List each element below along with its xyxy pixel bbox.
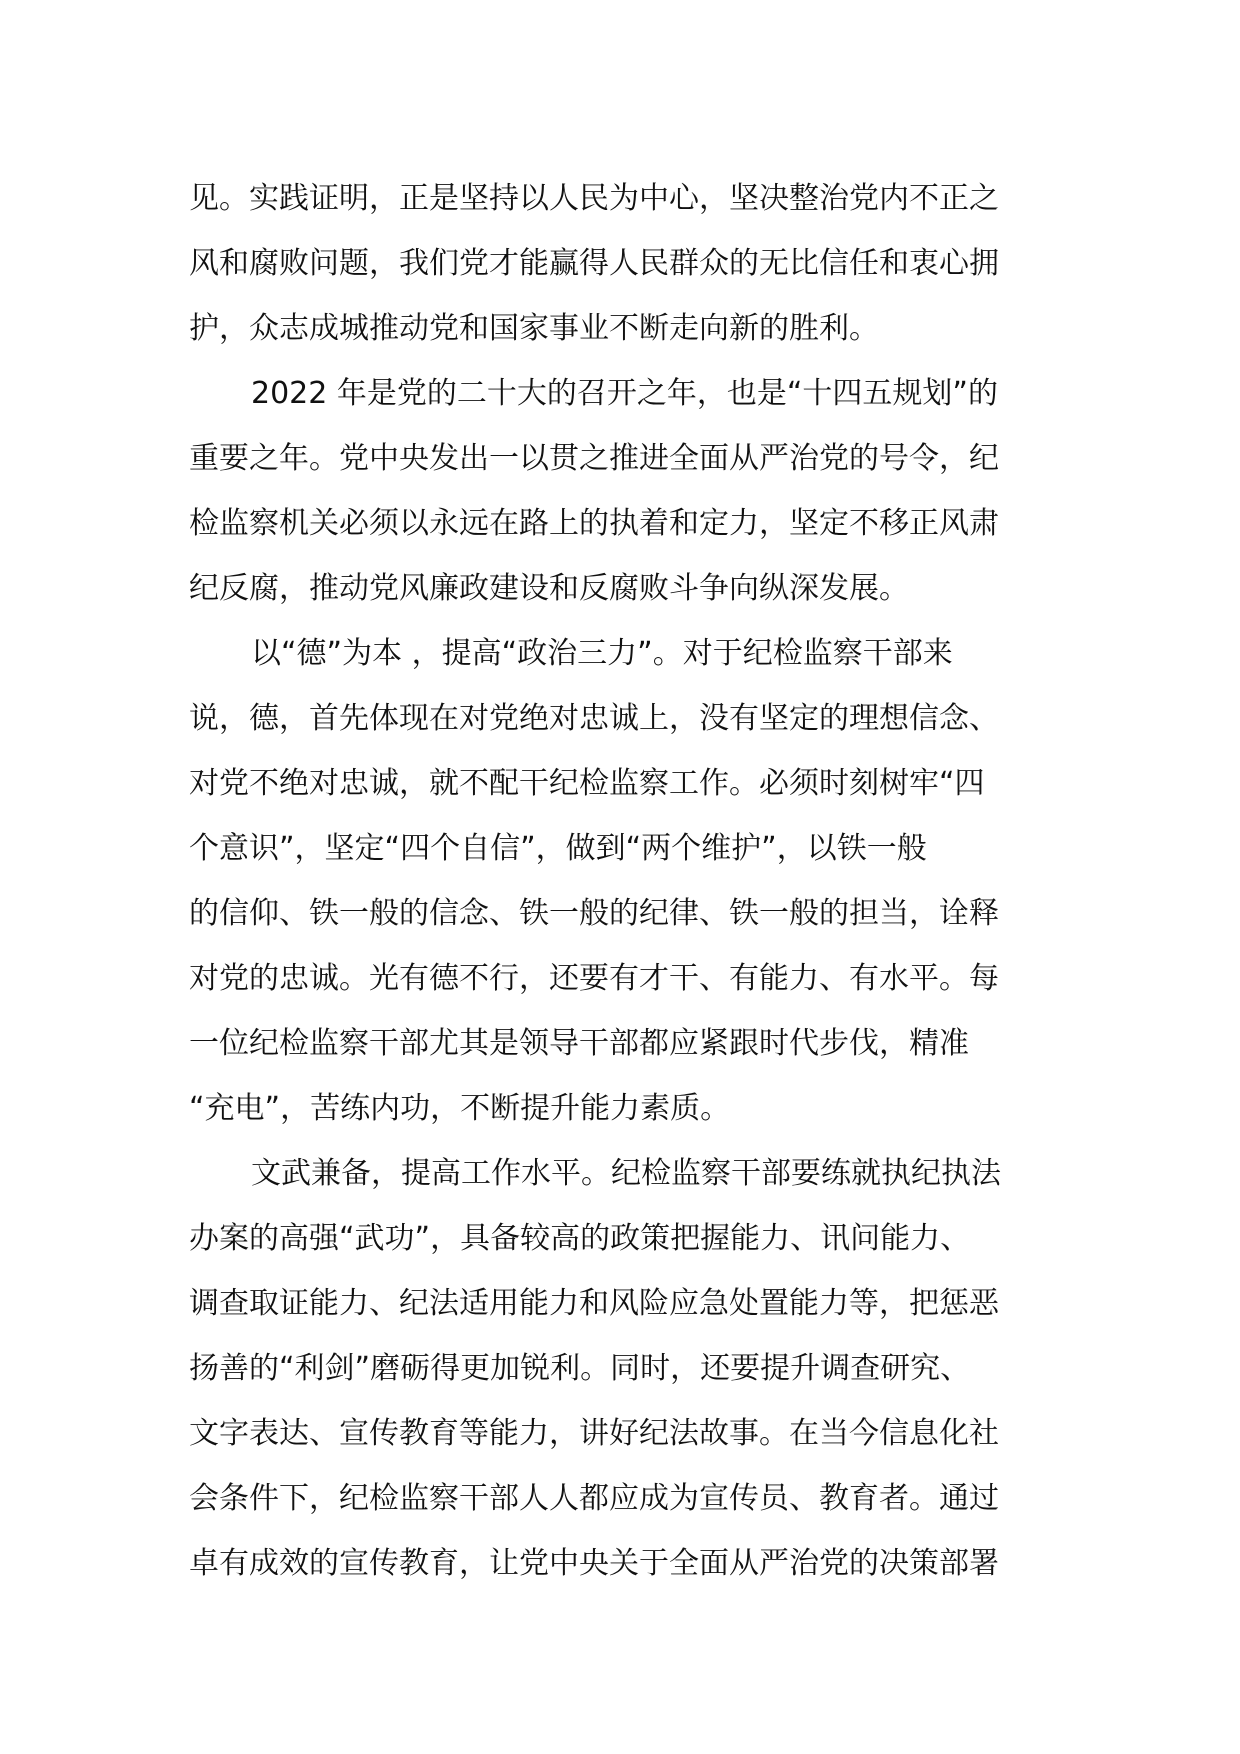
text-line: 重要之年。党中央发出一以贯之推进全面从严治党的号令，纪 xyxy=(189,441,999,476)
text-line: 风和腐败问题，我们党才能赢得人民群众的无比信任和衷心拥 xyxy=(189,246,999,281)
text-line: 个意识”，坚定“四个自信”，做到“两个维护”，以铁一般 xyxy=(189,831,927,866)
text-line: 纪反腐，推动党风廉政建设和反腐败斗争向纵深发展。 xyxy=(189,571,909,606)
text-line: 2022 年是党的二十大的召开之年，也是“十四五规划”的 xyxy=(251,376,998,411)
text-line: 说，德，首先体现在对党绝对忠诚上，没有坚定的理想信念、 xyxy=(189,701,999,736)
text-line: 护，众志成城推动党和国家事业不断走向新的胜利。 xyxy=(189,311,879,346)
text-line: 办案的高强“武功”，具备较高的政策把握能力、讯问能力、 xyxy=(189,1221,971,1256)
paragraph-1 xyxy=(189,166,1059,361)
text-line: 对党不绝对忠诚，就不配干纪检监察工作。必须时刻树牢“四 xyxy=(189,766,985,801)
text-line: 扬善的“利剑”磨砺得更加锐利。同时，还要提升调查研究、 xyxy=(189,1351,971,1386)
paragraph-2 xyxy=(189,361,1059,621)
text-line: 检监察机关必须以永远在路上的执着和定力，坚定不移正风肃 xyxy=(189,506,999,541)
text-line: 见。实践证明，正是坚持以人民为中心，坚决整治党内不正之 xyxy=(189,181,999,216)
text-line: 文武兼备，提高工作水平。纪检监察干部要练就执纪执法 xyxy=(251,1156,1001,1191)
text-line: 以“德”为本 ，提高“政治三力”。对于纪检监察干部来 xyxy=(251,636,953,671)
paragraph-3 xyxy=(189,621,1059,1141)
text-line: 对党的忠诚。光有德不行，还要有才干、有能力、有水平。每 xyxy=(189,961,999,996)
text-line: 调查取证能力、纪法适用能力和风险应急处置能力等，把惩恶 xyxy=(189,1286,999,1321)
text-line: 一位纪检监察干部尤其是领导干部都应紧跟时代步伐，精准 xyxy=(189,1026,969,1061)
body-text xyxy=(189,166,1059,1596)
text-line: 的信仰、铁一般的信念、铁一般的纪律、铁一般的担当，诠释 xyxy=(189,896,999,931)
paragraph-4 xyxy=(189,1141,1059,1596)
text-line: “充电”，苦练内功，不断提升能力素质。 xyxy=(189,1091,731,1126)
text-line: 卓有成效的宣传教育，让党中央关于全面从严治党的决策部署 xyxy=(189,1546,999,1581)
text-line: 文字表达、宣传教育等能力，讲好纪法故事。在当今信息化社 xyxy=(189,1416,999,1451)
text-line: 会条件下，纪检监察干部人人都应成为宣传员、教育者。通过 xyxy=(189,1481,999,1516)
